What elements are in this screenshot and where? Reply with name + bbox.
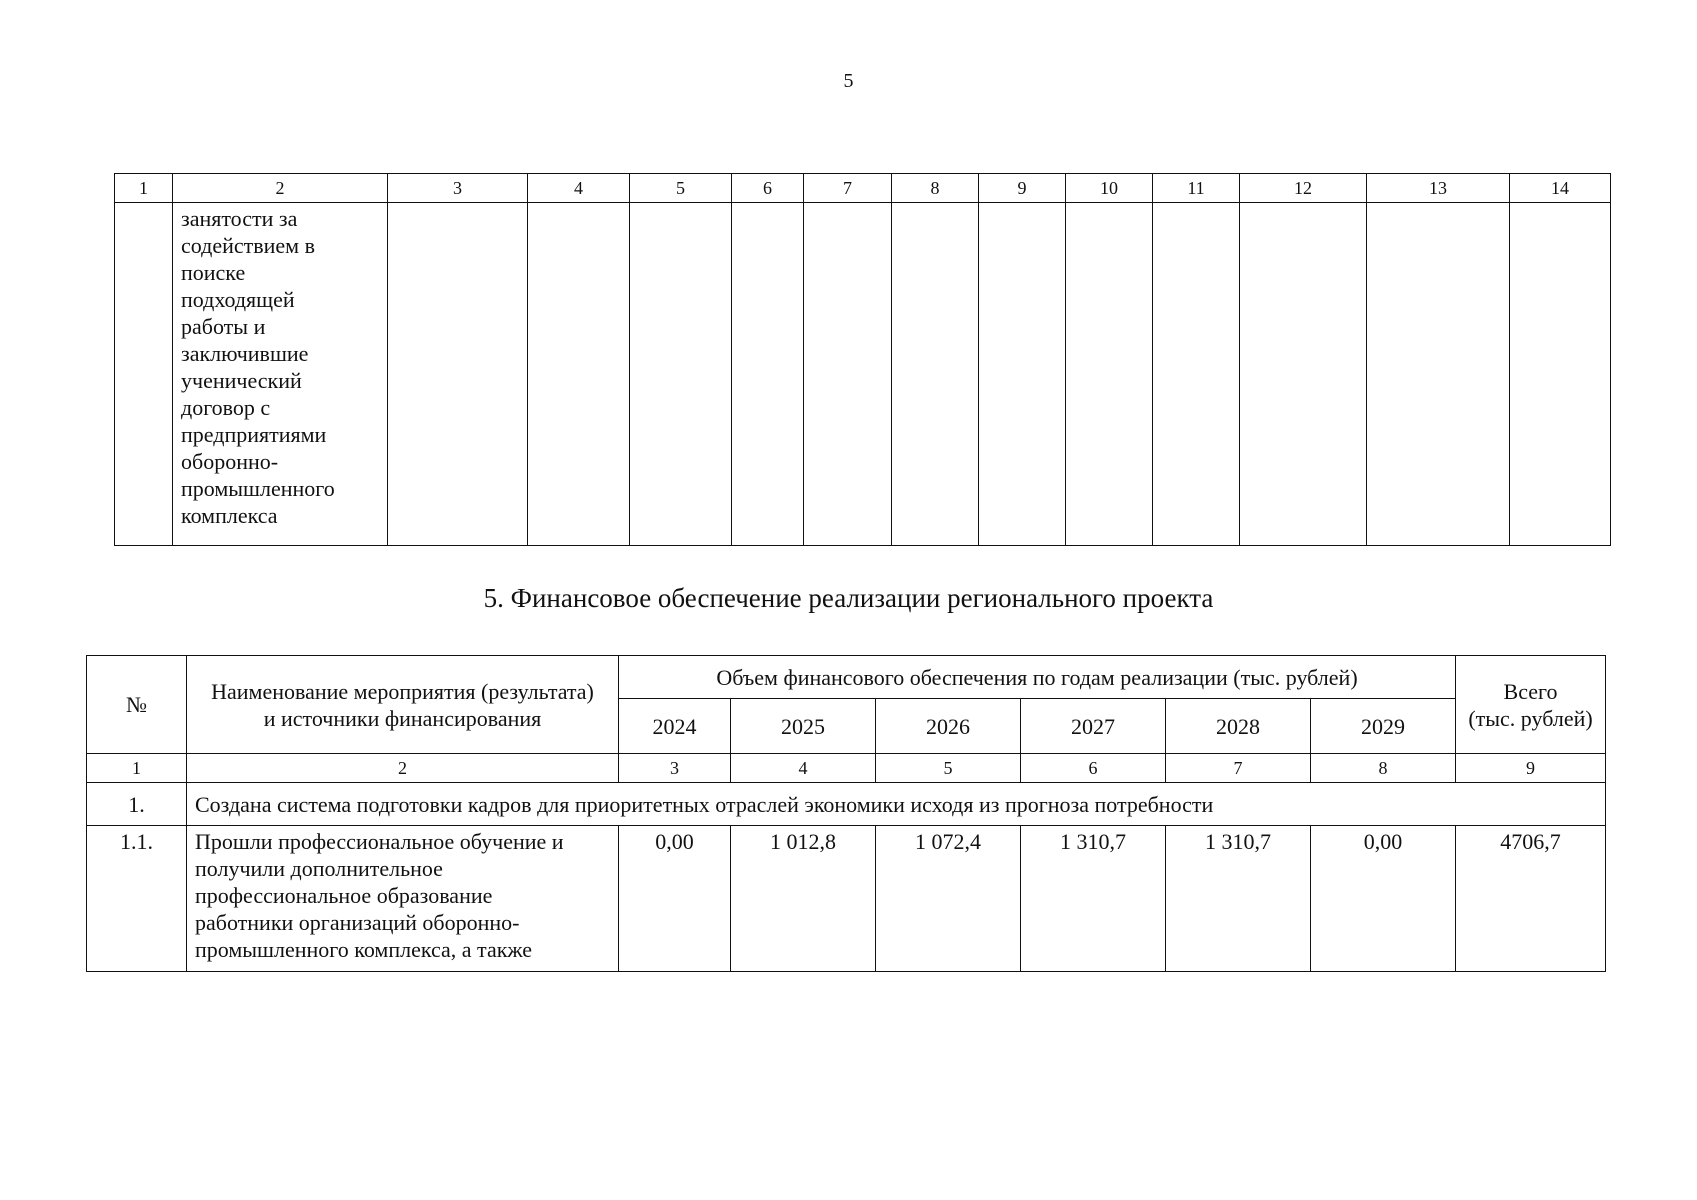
column-number: 4 [528, 174, 630, 203]
column-number: 3 [619, 754, 731, 783]
column-number: 2 [173, 174, 388, 203]
column-number-row [115, 174, 1611, 203]
column-number: 8 [892, 174, 979, 203]
number-header: № [87, 656, 187, 754]
column-number: 1 [87, 754, 187, 783]
year-header: 2028 [1166, 699, 1311, 754]
total-header [1456, 656, 1606, 754]
table-cell [1367, 203, 1510, 546]
text-line: работники организаций оборонно- [195, 910, 520, 935]
column-number: 9 [979, 174, 1066, 203]
row-number: 1.1. [87, 826, 187, 972]
text-line: предприятиями [181, 422, 327, 447]
column-number: 11 [1153, 174, 1240, 203]
value-2028: 1 310,7 [1166, 826, 1311, 972]
table-cell [804, 203, 892, 546]
value-2029: 0,00 [1311, 826, 1456, 972]
result-title: Создана система подготовки кадров для приоритетных отраслей экономики исходя из прогноза потребности [187, 783, 1606, 826]
column-number: 8 [1311, 754, 1456, 783]
text-line: заключившие [181, 341, 309, 366]
column-number: 5 [630, 174, 732, 203]
year-header: 2025 [731, 699, 876, 754]
table-row [87, 783, 1606, 826]
text-line: ученический [181, 368, 302, 393]
page-number: 5 [843, 70, 854, 92]
column-number: 2 [187, 754, 619, 783]
column-number: 9 [1456, 754, 1606, 783]
year-header: 2029 [1311, 699, 1456, 754]
year-header: 2024 [619, 699, 731, 754]
indicators-table-continuation [114, 173, 1611, 546]
text-line: содействием в [181, 233, 315, 258]
value-2025: 1 012,8 [731, 826, 876, 972]
text-line: договор с [181, 395, 271, 420]
text-line: занятости за [181, 206, 298, 231]
table-cell [1510, 203, 1611, 546]
column-number: 13 [1367, 174, 1510, 203]
value-2027: 1 310,7 [1021, 826, 1166, 972]
column-number: 14 [1510, 174, 1611, 203]
value-total: 4706,7 [1456, 826, 1606, 972]
table-cell [388, 203, 528, 546]
table-row [87, 826, 1606, 972]
text-line: промышленного [181, 476, 335, 501]
total-header-line: (тыс. рублей) [1468, 705, 1593, 731]
header-row [87, 656, 1606, 699]
value-2026: 1 072,4 [876, 826, 1021, 972]
table-cell [1066, 203, 1153, 546]
text-line: Прошли профессиональное обучение и [195, 829, 564, 854]
table-cell [732, 203, 804, 546]
table-cell [630, 203, 732, 546]
column-number: 1 [115, 174, 173, 203]
table-cell [1240, 203, 1367, 546]
volume-header: Объем финансового обеспечения по годам реализации (тыс. рублей) [619, 656, 1456, 699]
text-line: оборонно- [181, 449, 279, 474]
year-header: 2026 [876, 699, 1021, 754]
text-line: комплекса [181, 503, 278, 528]
column-number: 10 [1066, 174, 1153, 203]
total-header-line: Всего [1503, 678, 1558, 704]
text-line: профессиональное образование [195, 883, 493, 908]
column-number: 5 [876, 754, 1021, 783]
column-number: 12 [1240, 174, 1367, 203]
year-header: 2027 [1021, 699, 1166, 754]
column-number: 6 [1021, 754, 1166, 783]
table-cell [528, 203, 630, 546]
column-number: 4 [731, 754, 876, 783]
value-2024: 0,00 [619, 826, 731, 972]
table-cell [1153, 203, 1240, 546]
text-line: промышленного комплекса, а также [195, 937, 533, 962]
name-header [187, 656, 619, 754]
text-line: поиске [181, 260, 246, 285]
text-line: получили дополнительное [195, 856, 443, 881]
name-header-line: и источники финансирования [263, 705, 542, 731]
column-number: 6 [732, 174, 804, 203]
name-header-line: Наименование мероприятия (результата) [211, 678, 594, 704]
column-number-row [87, 754, 1606, 783]
column-number: 3 [388, 174, 528, 203]
text-line: подходящей [181, 287, 295, 312]
column-number: 7 [804, 174, 892, 203]
indicator-text-cell [173, 203, 388, 546]
row-number: 1. [87, 783, 187, 826]
section-title: 5. Финансовое обеспечение реализации регионального проекта [483, 583, 1214, 613]
table-cell [115, 203, 173, 546]
text-line: работы и [181, 314, 266, 339]
column-number: 7 [1166, 754, 1311, 783]
activity-name [187, 826, 619, 972]
table-row [115, 203, 1611, 546]
table-cell [979, 203, 1066, 546]
table-cell [892, 203, 979, 546]
financing-table [86, 655, 1606, 972]
